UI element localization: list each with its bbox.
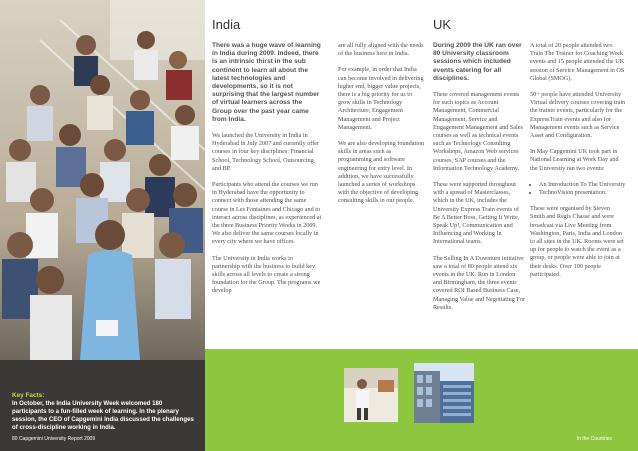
uk-heading: UK (433, 17, 452, 32)
india-lead: There was a huge wave of learning in India during 2009. Indeed, there is an intrinsic thirst in the sub continent to learn all about the latest technologies and developments, so it is not surprising that the largest number of virtual learners across the Group over the past year came from India. (212, 42, 321, 123)
list-item: • TechnoVision presentation. (539, 189, 626, 197)
uk-paragraph: The Selling In A Downturn initiative saw a total of 80 people attend six events in the UK. Run in London and Birmingham, the three events covered ROI Based Business Case, Managing Value and Negotiating For Results. (433, 254, 525, 311)
office-building-photo (414, 363, 474, 423)
list-item: • An Introduction To The University (539, 181, 626, 189)
uk-paragraph: A total of 20 people attended two Train The Trainer for Coaching Week events and 15 people attended the UK session of Service Management in OS Global (SMOG). (530, 42, 625, 82)
uk-paragraph: These covered management events for such topics as Account Management, Commercial Management, Service and Engagement Management and Sales courses as well as technical events such as Technology Consulting Workshops, Amazon Web services courses, SAP courses and the Information Technology Academy. (433, 91, 523, 172)
uk-paragraph: These were supported throughout with a spread of Masterclasses, which in the UK, includes the University Express Train events of Be A Better Boss, Getting It Write, Speak Up!, Communication and Influencing and Working In International teams. (433, 181, 520, 246)
page-footer-right: In the Countries (576, 436, 612, 442)
uk-paragraph: In May Capgemini UK took part in National Learning at Work Day and the University ran two events: (530, 148, 619, 172)
uk-column-1 (433, 42, 525, 320)
key-facts-title: Key Facts: (12, 392, 45, 399)
india-column-1 (212, 42, 322, 304)
group-photo (0, 0, 205, 451)
uk-lead: During 2009 the UK ran over 80 University classroom sessions which included events catering for all disciplines. (433, 42, 522, 82)
page-footer-left: 80 Capgemini University Report 2009 (12, 436, 96, 442)
india-paragraph: Participants who attend the courses we run in Hyderabad have the opportunity to connect with those attending the same course in Les Fontaines and Chicago and to interact across disciplines, as experienced at the three Business Priority Weeks in 2009. We also deliver the same courses locally in every city where we have offices. (212, 181, 322, 246)
key-facts (12, 392, 197, 432)
key-facts-text: In October, the India University Week welcomed 180 participants to a fun-filled week of learning. In the plenary session, the CEO of Capgemini India discussed the challenges of cross-discipline working in India. (12, 400, 194, 431)
uk-event-list (530, 181, 626, 197)
india-paragraph: The University in India works in partnership with the business to build key skills across all levels to create a strong foundation for the Group. The programs we develop (212, 254, 321, 295)
presenter-photo (344, 368, 398, 422)
uk-paragraph: 50+ people have attended University Virtual delivery courses covering train the trainer events, particularly for the ExpressTrain events and also for Management events such as Service Asset and Configuration. (530, 91, 626, 140)
uk-column-2 (530, 42, 626, 287)
india-heading: India (212, 17, 241, 32)
india-paragraph: We launched the University in India in Hyderabad in July 2007 and currently offer courses in four key disciplines: Financial School, Technology School, Outsourcing and BP. (212, 132, 320, 172)
india-column-2 (338, 42, 426, 214)
india-paragraph: For example, in order that India can become involved in delivering higher end, bigger value projects, there is a big priority for us to grow skills in Technology Architecture, Engagement Management and Project Management. (338, 66, 424, 131)
uk-paragraph: These were organised by Steven Smith and Régis Chassé and were broadcast via Live Meeting from Washington, Paris, India and London to all sites in the UK. Rooms were set up for people to watch the event as a group, or people were able to join at their desks. Over 100 people participated. (530, 205, 624, 278)
india-paragraph: We are also developing foundation skills in areas such as programming and software engineering for entry level. In addition, we have successfully launched a series of workshops with the objective of developing consulting skills in our people. (338, 140, 425, 205)
india-paragraph: are all fully aligned with the needs of the business here in India. (338, 42, 424, 58)
